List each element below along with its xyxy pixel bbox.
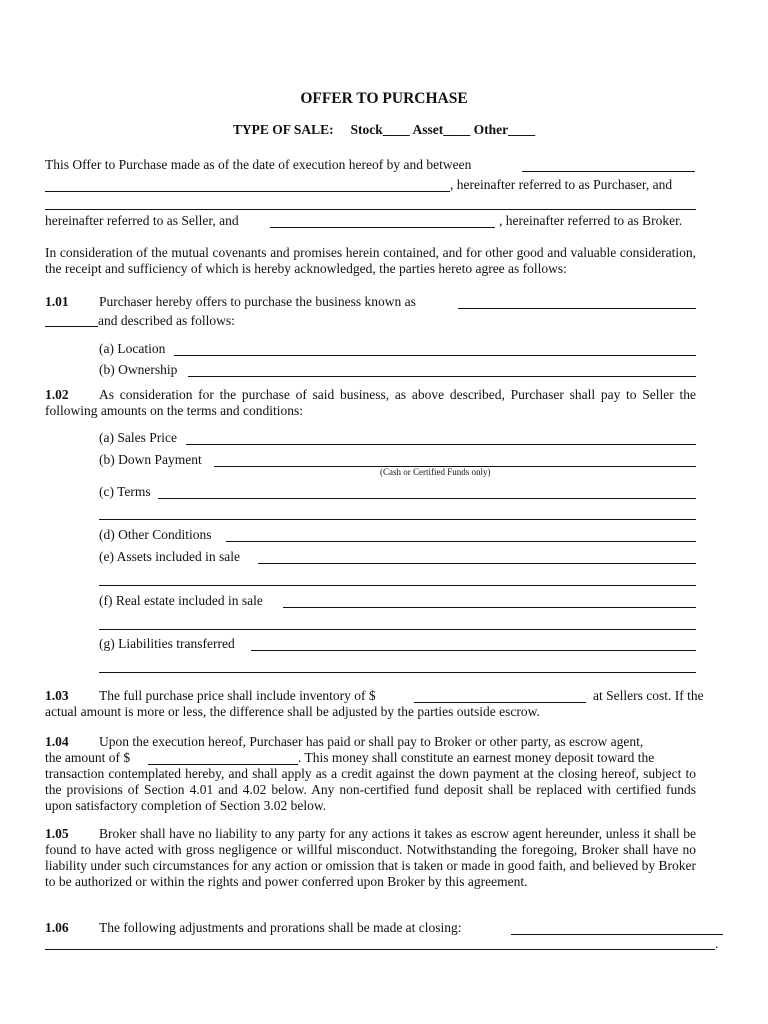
section-1-02-text: As consideration for the purchase of said business, as above described, Purchaser shall pay to Seller the following amounts on the terms and conditions:: [45, 387, 696, 418]
sales-price-blank[interactable]: [186, 444, 696, 445]
seller-blank[interactable]: [45, 209, 696, 210]
sales-price-label: (a) Sales Price: [99, 430, 177, 445]
intro-line-1: This Offer to Purchase made as of the date of execution hereof by and between: [45, 157, 472, 172]
asset-option: Asset____: [412, 122, 471, 137]
liabilities-blank[interactable]: [251, 650, 696, 651]
other-option: Other____: [473, 122, 536, 137]
terms-blank[interactable]: [158, 498, 696, 499]
inventory-amount-blank[interactable]: [414, 702, 586, 703]
section-1-03-line2: actual amount is more or less, the difference shall be adjusted by the parties outside escrow.: [45, 704, 540, 719]
assets-blank[interactable]: [258, 563, 696, 564]
location-blank[interactable]: [174, 355, 696, 356]
real-estate-blank-2[interactable]: [99, 629, 696, 630]
location-label: (a) Location: [99, 341, 166, 356]
section-1-04-line2b: . This money shall constitute an earnest money deposit toward the: [298, 750, 655, 765]
section-1-03-line1a: The full purchase price shall include inventory of $: [99, 688, 376, 703]
section-1-06-text: The following adjustments and prorations shall be made at closing:: [99, 920, 462, 935]
down-payment-label: (b) Down Payment: [99, 452, 202, 467]
stock-option: Stock____: [350, 122, 410, 137]
document-title: OFFER TO PURCHASE: [300, 90, 468, 107]
real-estate-blank[interactable]: [283, 607, 696, 608]
assets-blank-2[interactable]: [99, 585, 696, 586]
ownership-blank[interactable]: [188, 376, 696, 377]
adjustments-blank-2[interactable]: [45, 949, 715, 950]
section-1-01-text: Purchaser hereby offers to purchase the business known as: [99, 294, 416, 309]
section-1-01-cont: and described as follows:: [98, 313, 235, 328]
deposit-amount-blank[interactable]: [148, 764, 298, 765]
section-1-04-rest: transaction contemplated hereby, and shall apply as a credit against the down payment at the closing hereof, subject to the provisions of Section 4.01 and 4.02 below. Any non-certified fund deposit shall be replaced with certified funds upon satisfactory completion of Section 3.02 below.: [45, 766, 696, 813]
ownership-label: (b) Ownership: [99, 362, 178, 377]
intro-line-2: , hereinafter referred to as Purchaser, and: [450, 177, 673, 192]
section-1-04-line2a: the amount of $: [45, 750, 131, 765]
consideration-paragraph: In consideration of the mutual covenants and promises herein contained, and for other good and valuable consideration, the receipt and sufficiency of which is hereby acknowledged, the parties hereto agree as follows:: [45, 245, 696, 276]
terms-label: (c) Terms: [99, 484, 151, 499]
section-1-04-line1: Upon the execution hereof, Purchaser has paid or shall pay to Broker or other party, as escrow agent,: [99, 734, 644, 749]
type-of-sale-label: TYPE OF SALE:: [232, 122, 334, 137]
assets-label: (e) Assets included in sale: [99, 549, 240, 564]
section-1-06-end: .: [715, 936, 719, 951]
liabilities-blank-2[interactable]: [99, 672, 696, 673]
cash-note: (Cash or Certified Funds only): [380, 467, 491, 477]
adjustments-blank[interactable]: [511, 934, 723, 935]
broker-blank[interactable]: [270, 227, 495, 228]
section-1-06-number: 1.06: [45, 920, 69, 935]
purchaser-blank[interactable]: [45, 191, 450, 192]
other-conditions-blank[interactable]: [226, 541, 696, 542]
type-of-sale: [0, 122, 768, 138]
section-1-05-text: Broker shall have no liability to any party for any actions it takes as escrow agent hereunder, unless it shall be found to have acted with gross negligence or willful misconduct. Notwithstanding the foregoing, Broker shall have no liability under such circumstances for any action or omission that is taken or made in good faith, and believed by Broker to be authorized or within the rights and power conferred upon Broker by this agreement.: [45, 826, 696, 889]
business-name-blank[interactable]: [458, 308, 696, 309]
section-1-03-number: 1.03: [45, 688, 69, 703]
section-1-05-number: 1.05: [45, 826, 69, 841]
terms-blank-2[interactable]: [99, 519, 696, 520]
intro-line-4-seller: hereinafter referred to as Seller, and: [45, 213, 239, 228]
other-conditions-label: (d) Other Conditions: [99, 527, 212, 542]
between-blank[interactable]: [522, 171, 695, 172]
real-estate-label: (f) Real estate included in sale: [99, 593, 263, 608]
business-name-blank-cont[interactable]: [45, 326, 98, 327]
section-1-04-number: 1.04: [45, 734, 69, 749]
section-1-01-number: 1.01: [45, 294, 69, 309]
liabilities-label: (g) Liabilities transferred: [99, 636, 235, 651]
section-1-03-line1b: at Sellers cost. If the: [593, 688, 704, 703]
intro-line-4-broker: , hereinafter referred to as Broker.: [499, 213, 683, 228]
section-1-02-number: 1.02: [45, 387, 69, 402]
